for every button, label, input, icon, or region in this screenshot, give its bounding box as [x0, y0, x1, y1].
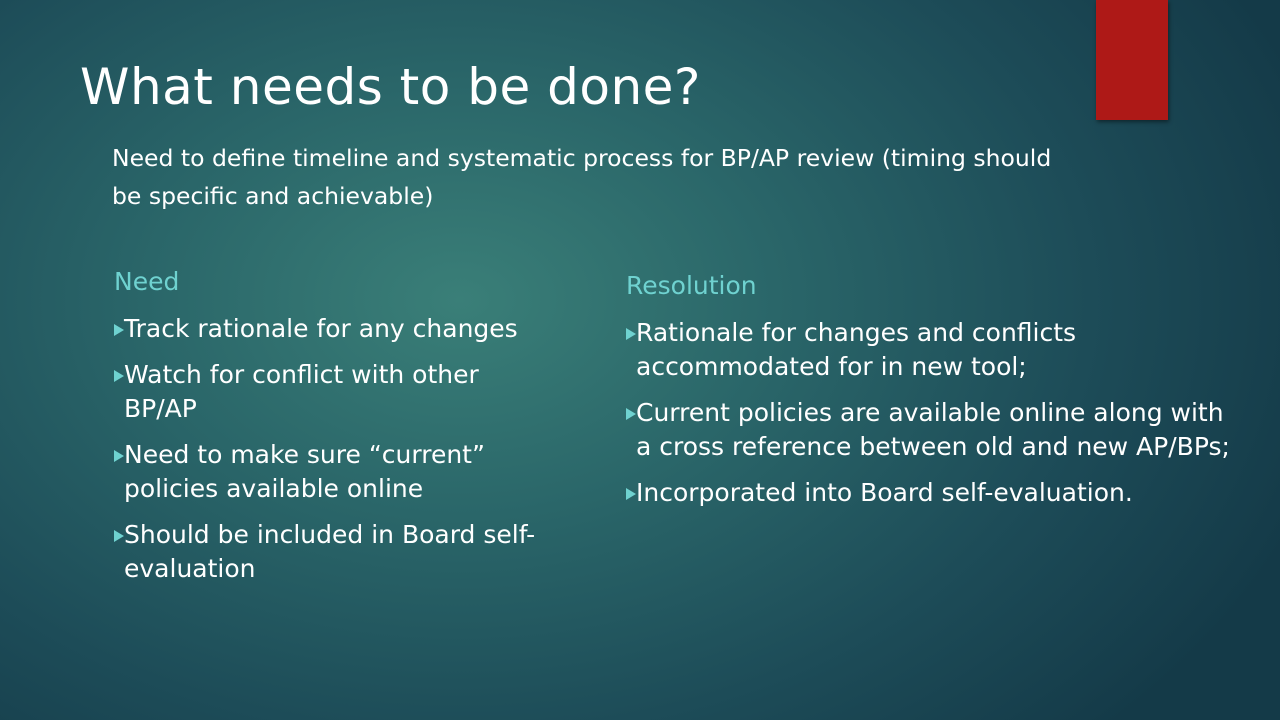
resolution-item [574, 396, 1246, 464]
need-item [62, 312, 554, 346]
slide-title: What needs to be done? [80, 58, 701, 116]
resolution-item-text: Incorporated into Board self-evaluation. [636, 478, 1133, 507]
resolution-list [626, 316, 1246, 510]
resolution-column [626, 268, 1246, 522]
need-item-text: Watch for conflict with other BP/AP [124, 360, 479, 423]
need-item [62, 518, 554, 586]
triangle-bullet-icon [114, 530, 124, 542]
resolution-item [574, 476, 1246, 510]
triangle-bullet-icon [114, 450, 124, 462]
need-item-text: Need to make sure “current” policies available online [124, 440, 485, 503]
need-item-text: Should be included in Board self-evaluation [124, 520, 536, 583]
need-item-text: Track rationale for any changes [124, 314, 518, 343]
triangle-bullet-icon [626, 408, 636, 420]
need-column [114, 264, 554, 598]
resolution-item-text: Current policies are available online along with a cross reference between old and new AP/BPs; [636, 398, 1230, 461]
triangle-bullet-icon [114, 370, 124, 382]
need-item [62, 358, 554, 426]
resolution-item-text: Rationale for changes and conflicts accommodated for in new tool; [636, 318, 1077, 381]
accent-bar [1096, 0, 1168, 120]
need-list [114, 312, 554, 586]
triangle-bullet-icon [114, 324, 124, 336]
resolution-item [574, 316, 1246, 384]
resolution-heading: Resolution [626, 271, 757, 300]
triangle-bullet-icon [626, 488, 636, 500]
triangle-bullet-icon [626, 328, 636, 340]
slide-subtitle: Need to define timeline and systematic process for BP/AP review (timing should be specific and achievable) [112, 144, 1052, 210]
need-heading: Need [114, 267, 180, 296]
need-item [62, 438, 554, 506]
